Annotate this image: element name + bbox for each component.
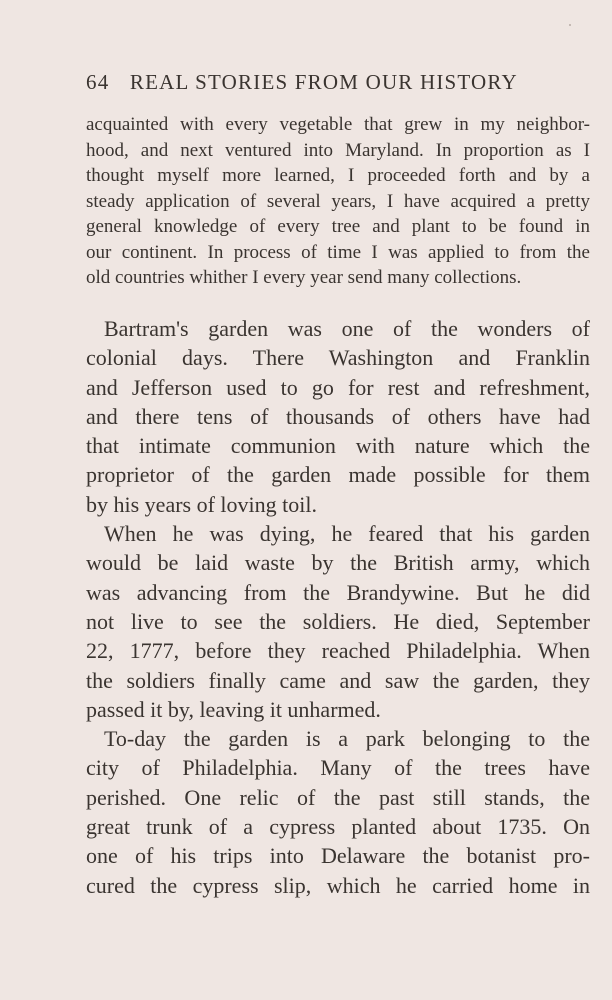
text-line: cured the cypress slip, which he carried home in [86, 872, 590, 898]
paragraph [86, 724, 590, 900]
text-line: great trunk of a cypress planted about 1735. On [86, 814, 590, 840]
quote-line: old countries whither I every year send many collections. [86, 267, 522, 288]
text-line: 22, 1777, before they reached Philadelphia. When [86, 638, 590, 664]
text-line: and there tens of thousands of others have had [86, 403, 590, 429]
paragraph [86, 314, 590, 519]
quote-line: acquainted with every vegetable that grew in my neighbor- [86, 114, 590, 135]
quote-line: our continent. In process of time I was applied to from the [86, 241, 590, 263]
body-text [86, 314, 590, 900]
text-line: proprietor of the garden made possible for them [86, 462, 590, 488]
running-header [86, 70, 546, 95]
quote-line: hood, and next ventured into Maryland. In proportion as I [86, 139, 590, 161]
text-line: one of his trips into Delaware the botanist pro- [86, 843, 590, 869]
text-line: passed it by, leaving it unharmed. [86, 696, 381, 722]
text-line: To-day the garden is a park belonging to the [104, 726, 590, 752]
text-line: When he was dying, he feared that his garden [104, 521, 590, 547]
text-line: that intimate communion with nature which the [86, 433, 590, 459]
quote-line: thought myself more learned, I proceeded forth and by a [86, 165, 590, 186]
quoted-passage [86, 112, 590, 291]
text-line: not live to see the soldiers. He died, September [86, 608, 590, 634]
quote-line: steady application of several years, I have acquired a pretty [86, 190, 590, 212]
paragraph [86, 519, 590, 724]
text-line: by his years of loving toil. [86, 491, 317, 517]
text-line: city of Philadelphia. Many of the trees have [86, 755, 590, 781]
quote-line: general knowledge of every tree and plant to be found in [86, 216, 590, 237]
text-line: would be laid waste by the British army, which [86, 550, 590, 576]
text-line: perished. One relic of the past still stands, the [86, 784, 590, 810]
paper-speck [569, 24, 571, 26]
text-line: and Jefferson used to go for rest and refreshment, [86, 374, 590, 400]
text-line: colonial days. There Washington and Franklin [86, 345, 590, 371]
text-line: Bartram's garden was one of the wonders of [104, 316, 590, 341]
text-line: the soldiers finally came and saw the garden, they [86, 667, 590, 693]
page-number: 64 [86, 70, 110, 94]
text-line: was advancing from the Brandywine. But he did [86, 579, 590, 605]
running-title: REAL STORIES FROM OUR HISTORY [129, 70, 518, 94]
